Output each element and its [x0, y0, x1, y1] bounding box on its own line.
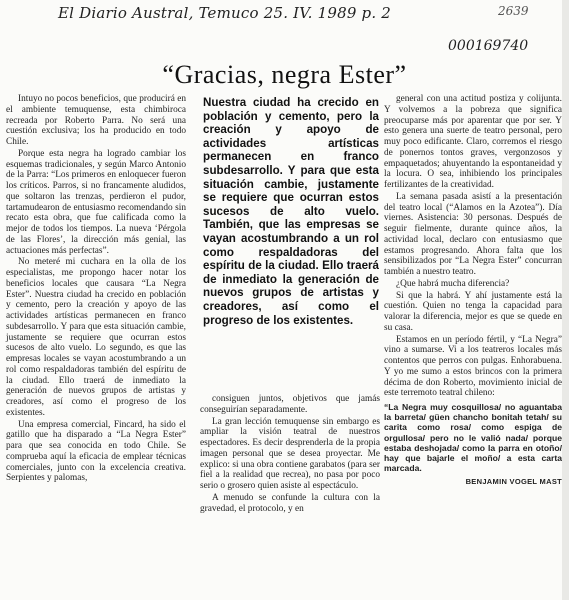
paragraph: Una empresa comercial, Fincard, ha sido el gatillo que ha disparado a “La Negra Ester” para que sea conocida en todo Chile. Se comprueba aquí la eficacia de emplear técnicas comerciales, junto con la excelencia creativa. Serpientes y palomas, [6, 419, 186, 484]
handwritten-source-note: El Diario Austral, Temuco 25. IV. 1989 p. 2 [58, 4, 392, 22]
archive-page-code: 2639 [498, 4, 529, 18]
paragraph: Estamos en un período fértil, y “La Negra” vino a sumarse. Vi a los teatreros locales más contentos que perros con pulgas. Enhorabuena. Y yo me sumo a estos brincos con la primera décima de don Roberto, movimiento inicial de este terremoto teatral chileno: [384, 334, 562, 399]
paragraph: La gran lección temuquense sin embargo es ampliar la visión teatral de nuestros espectadores. Es decir desprenderla de la propia imagen personal que se desea proyectar. Me explico: si una obra contiene garabatos (para ser fiel a la realidad que recrea), no pasa por poco serio o grosero quien asiste al espectáculo. [200, 416, 380, 491]
paragraph: consiguen juntos, objetivos que jamás conseguirían separadamente. [200, 394, 380, 415]
paragraph: ¿Que habrá mucha diferencia? [396, 278, 510, 289]
verse-quote: “La Negra muy cosquillosa/ no aguantaba la barreta/ güen chancho bonitah tetah/ su carita como rosa/ como espiga de orgullosa/ pero no le valió nada/ porque estaba deshojada/ como la parra en otoño/ hay que bajarle el moño/ a esta carta marcada. [384, 402, 562, 474]
paragraph: Intuyo no pocos beneficios, que producirá en el ambiente temuquense, esta chimbiroca recreada por Roberto Parra. No será una cuestión exclusiva; los ha producido en todo Chile. [6, 94, 186, 147]
paragraph: Porque esta negra ha logrado cambiar los esquemas tradicionales, y según Marco Antonio de la Parra: “Los primeros en enloquecer fueron los críticos. Parros, si no francamente aludidos, que soltaron las trenzas, perdieron el pudor, tartamudearon de entusiasmo recomendando sin recato esta obra, que fue calificada como la mejor de todos los tiempos. La nueva ‘Pérgola de las Flores’, la dirección más genial, las actuaciones más perfectas”. [6, 148, 186, 256]
paragraph: La semana pasada asistí a la presentación del teatro local (“Alamos en la Azotea”). Día viernes. Asistencia: 30 personas. Después de seguir fielmente, durante quince años, la actividad local, declaro con entusiasmo que estamos progresando. Ahora falta que los sensibilizados por “La Negra Ester” concurran también a nuestro teatro. [384, 191, 562, 277]
pull-quote: Nuestra ciudad ha crecido en población y cemento, pero la creación y apoyo de actividades artísticas permanecen en franco subdesarrollo. Y para que esta situación cambie, justamente se requiere que ocurran estos sucesos de alto vuelo. También, que las empresas se vayan acostumbrando a un rol como respaldadoras del espíritu de la ciudad. Ello traerá de inmediato la generación de nuevos grupos de artistas y creadores, así como el progreso de los existentes. [203, 96, 379, 327]
paragraph: general con una actitud postiza y colijunta. Y volvemos a la pobreza que significa preocuparse más por aparentar que por ser. Y esto genera una suerte de teatro personal, pero muy poco edificante. Claro, corremos el riesgo de ponernos tontos graves, vergonzosos y empaquetados; ahuyentando la espontaneidad y la locura. O sea, inhibiendo los principales fertilizantes de la creatividad. [384, 94, 562, 190]
paragraph: A menudo se confunde la cultura con la gravedad, el protocolo, y en [200, 492, 380, 514]
paragraph: Si que la habrá. Y ahí justamente está la cuestión. Quien no tenga la capacidad para valorar la diferencia, mejor es que se quede en su casa. [384, 290, 562, 333]
author-signature: BENJAMIN VOGEL MAST [465, 477, 562, 487]
article-column-right [384, 94, 562, 488]
scan-edge [562, 0, 569, 600]
archive-document-id: 000169740 [448, 38, 529, 54]
article-column-left [6, 94, 186, 484]
paragraph: No meteré mi cuchara en la olla de los especialistas, me propongo hacer notar los beneficios locales que causara “La Negra Ester”. Nuestra ciudad ha crecido en población y cemento, pero la creación y apoyo de las actividades artísticas permanecen en franco subdesarrollo. Y para que esta situación cambie, justamente se requiere que ocurran estos sucesos de alto vuelo. Lo segundo, es que las empresas locales se vayan acostumbrando a un rol como respaldadoras también del espíritu de la ciudad. Ello traerá de inmediato la generación de nuevos grupos de artistas y creadores, así como el progreso de los existentes. [6, 257, 186, 418]
article-title: “Gracias, negra Ester” [162, 60, 407, 89]
article-column-middle [200, 394, 380, 514]
